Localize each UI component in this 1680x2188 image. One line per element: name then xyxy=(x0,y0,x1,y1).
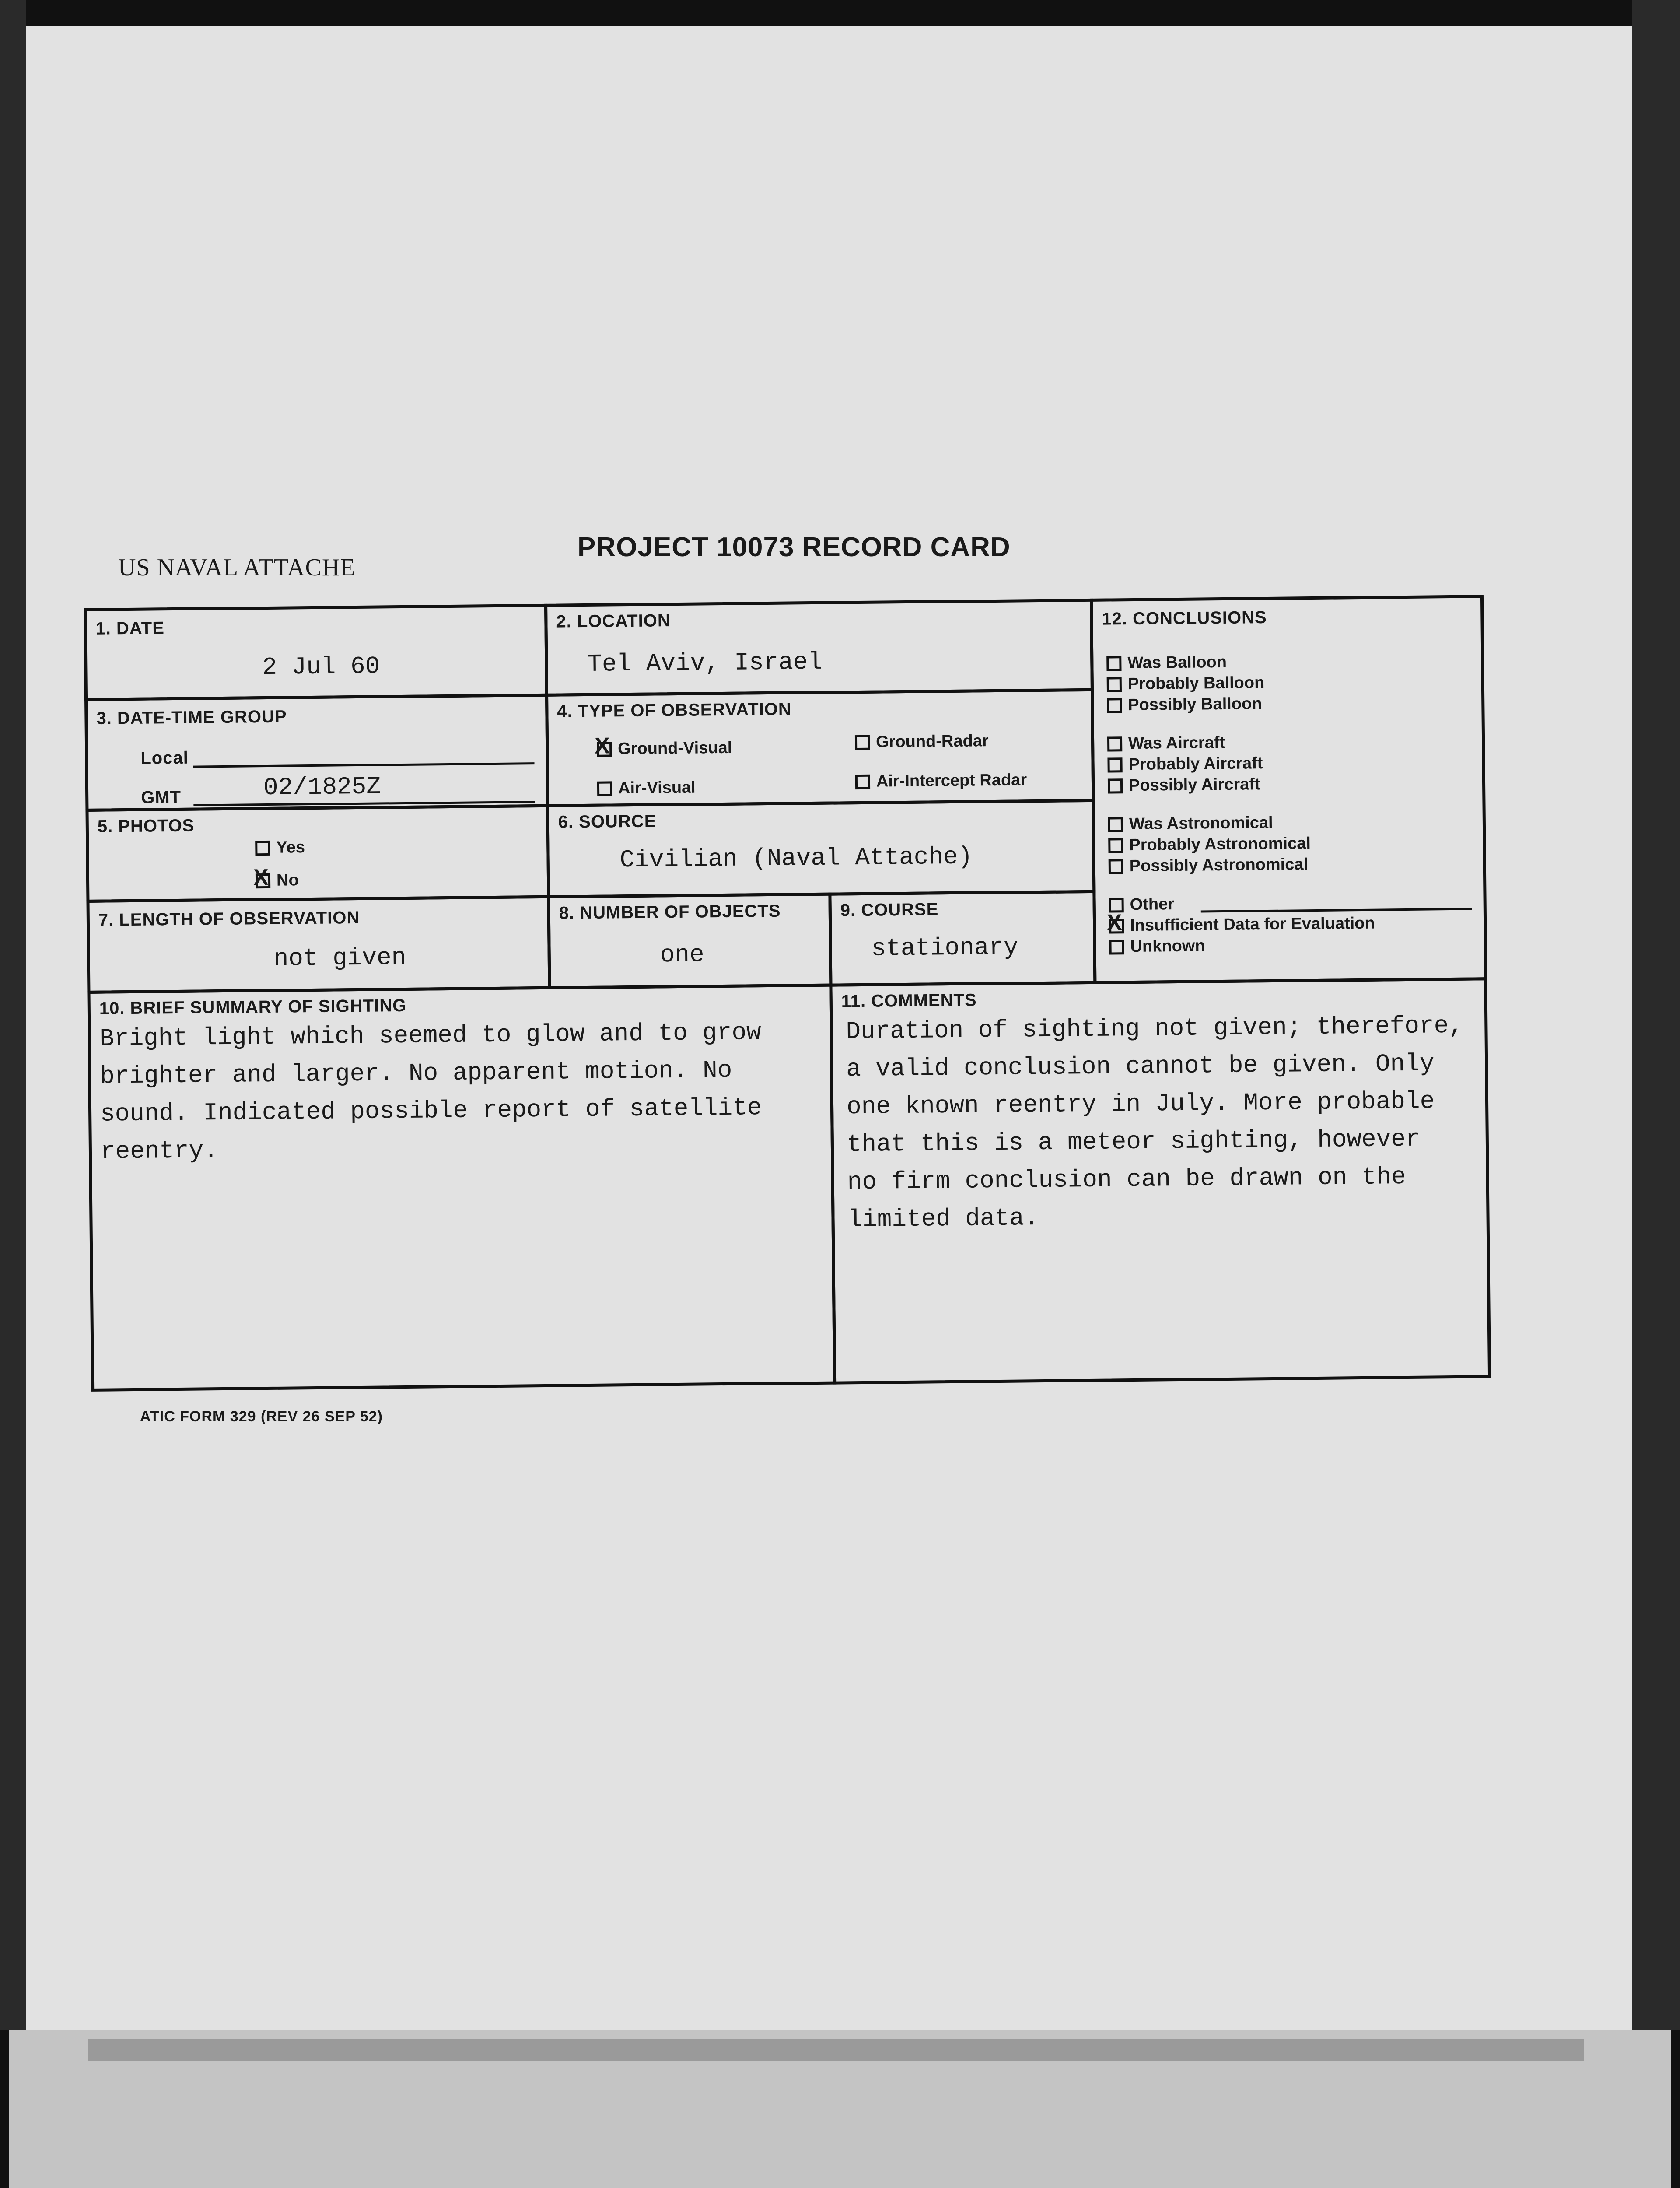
option-photos-yes xyxy=(255,838,305,857)
local-line xyxy=(193,762,535,768)
summary-line: brighter and larger. No apparent motion. No xyxy=(100,1056,732,1090)
conclusion-text: Probably Aircraft xyxy=(1128,754,1263,774)
option-air-visual xyxy=(597,778,696,798)
conclusion-checkbox xyxy=(1106,656,1121,671)
conclusion-checkbox xyxy=(1107,677,1122,692)
conclusion-checkbox xyxy=(1107,757,1122,772)
option-text: Air-Visual xyxy=(618,778,696,798)
scan-left-edge xyxy=(0,0,26,2030)
comments-text xyxy=(846,1007,1465,1239)
number-value: one xyxy=(660,940,704,969)
conclusion-text: Probably Astronomical xyxy=(1129,834,1311,855)
conclusion-text: Was Astronomical xyxy=(1129,813,1273,834)
conclusion-text: Insufficient Data for Evaluation xyxy=(1130,914,1375,935)
source-label: 6. SOURCE xyxy=(558,811,657,832)
conclusions-label: 12. CONCLUSIONS xyxy=(1102,608,1267,629)
conclusion-item xyxy=(1107,754,1263,774)
type-of-observation-label: 4. TYPE OF OBSERVATION xyxy=(557,699,791,721)
conclusion-checkbox xyxy=(1108,817,1123,832)
date-time-group-label: 3. DATE-TIME GROUP xyxy=(96,707,287,728)
length-label: 7. LENGTH OF OBSERVATION xyxy=(98,908,360,930)
date-time-group-cell xyxy=(84,694,549,812)
gmt-value: 02/1825Z xyxy=(263,772,382,802)
scan-lower-band xyxy=(88,2039,1584,2061)
conclusion-item xyxy=(1108,834,1311,855)
type-of-observation-cell xyxy=(545,688,1095,807)
conclusion-text: Probably Balloon xyxy=(1127,673,1265,694)
conclusion-item xyxy=(1108,813,1273,834)
source-cell xyxy=(546,799,1096,898)
conclusion-checkbox xyxy=(1109,940,1124,954)
option-ground-radar xyxy=(855,732,989,752)
date-cell xyxy=(84,604,548,701)
conclusion-item xyxy=(1108,775,1260,795)
comment-line: that this is a meteor sighting, however xyxy=(847,1125,1421,1159)
conclusion-checkbox xyxy=(1107,736,1122,751)
comments-cell xyxy=(829,977,1491,1384)
location-value: Tel Aviv, Israel xyxy=(587,648,823,678)
course-label: 9. COURSE xyxy=(840,900,939,920)
comment-line: limited data. xyxy=(847,1204,1039,1234)
comment-line: Duration of sighting not given; therefore, xyxy=(846,1011,1464,1046)
option-text: Air-Intercept Radar xyxy=(876,771,1027,791)
option-text: Yes xyxy=(276,838,305,857)
conclusion-item xyxy=(1107,733,1225,754)
summary-line: reentry. xyxy=(100,1136,219,1166)
option-text: Ground-Visual xyxy=(617,738,732,758)
date-value: 2 Jul 60 xyxy=(262,652,380,682)
conclusion-item xyxy=(1107,694,1262,715)
gmt-label: GMT xyxy=(141,787,182,807)
conclusions-cell xyxy=(1090,595,1487,984)
date-label: 1. DATE xyxy=(95,618,165,638)
photos-cell xyxy=(85,804,550,903)
course-value: stationary xyxy=(871,933,1018,963)
checkbox-photos-yes xyxy=(255,840,270,855)
location-cell xyxy=(544,599,1094,697)
record-card xyxy=(83,546,1535,1392)
conclusion-text: Unknown xyxy=(1130,936,1205,956)
conclusion-text: Was Balloon xyxy=(1127,652,1227,673)
location-label: 2. LOCATION xyxy=(556,611,671,631)
checkbox-photos-no xyxy=(256,873,270,888)
summary-cell xyxy=(87,984,836,1392)
conclusion-checkbox xyxy=(1108,838,1123,853)
conclusion-checkbox xyxy=(1109,859,1124,874)
origin-label: US NAVAL ATTACHE xyxy=(118,554,356,581)
comment-line: no firm conclusion can be drawn on the xyxy=(847,1163,1406,1196)
checkbox-ground-radar xyxy=(855,735,870,750)
conclusion-text: Was Aircraft xyxy=(1128,733,1225,753)
comment-line: a valid conclusion cannot be given. Only xyxy=(846,1049,1435,1083)
length-cell xyxy=(86,895,551,994)
local-label: Local xyxy=(140,748,189,768)
conclusion-item xyxy=(1109,855,1309,876)
number-cell xyxy=(547,893,832,989)
comment-line: one known reentry in July. More probable xyxy=(846,1087,1435,1121)
conclusion-text: Possibly Aircraft xyxy=(1128,775,1260,795)
summary-text xyxy=(99,1013,762,1171)
source-value: Civilian (Naval Attache) xyxy=(620,842,973,874)
other-line xyxy=(1201,908,1472,913)
summary-line: sound. Indicated possible report of satellite xyxy=(100,1094,762,1128)
form-number: ATIC FORM 329 (REV 26 SEP 52) xyxy=(140,1408,383,1425)
photos-label: 5. PHOTOS xyxy=(97,816,195,836)
scan-right-edge xyxy=(1632,0,1680,2030)
conclusion-checkbox xyxy=(1109,919,1124,933)
course-cell xyxy=(828,890,1096,987)
conclusion-text: Possibly Balloon xyxy=(1128,694,1262,715)
number-label: 8. NUMBER OF OBJECTS xyxy=(559,901,781,923)
option-ground-visual xyxy=(597,739,732,759)
conclusion-checkbox xyxy=(1107,698,1122,713)
conclusion-item xyxy=(1106,653,1227,673)
conclusion-item xyxy=(1107,673,1265,694)
comments-label: 11. COMMENTS xyxy=(841,990,977,1011)
checkbox-air-visual xyxy=(597,781,612,796)
checkbox-ground-visual xyxy=(597,742,612,757)
option-photos-no xyxy=(256,871,299,890)
conclusion-text: Possibly Astronomical xyxy=(1129,855,1309,876)
conclusion-checkbox xyxy=(1108,778,1123,793)
summary-line: Bright light which seemed to glow and to grow xyxy=(99,1018,761,1053)
option-text: No xyxy=(276,871,299,890)
option-air-intercept-radar xyxy=(855,771,1027,791)
conclusion-item-insufficient xyxy=(1109,914,1375,936)
summary-label: 10. BRIEF SUMMARY OF SIGHTING xyxy=(99,996,407,1018)
card-title: PROJECT 10073 RECORD CARD xyxy=(578,532,1011,562)
checkbox-air-intercept-radar xyxy=(855,774,870,789)
conclusion-item xyxy=(1109,936,1205,956)
option-text: Ground-Radar xyxy=(875,732,989,751)
conclusion-text: Other xyxy=(1130,895,1175,914)
length-value: not given xyxy=(273,943,406,973)
